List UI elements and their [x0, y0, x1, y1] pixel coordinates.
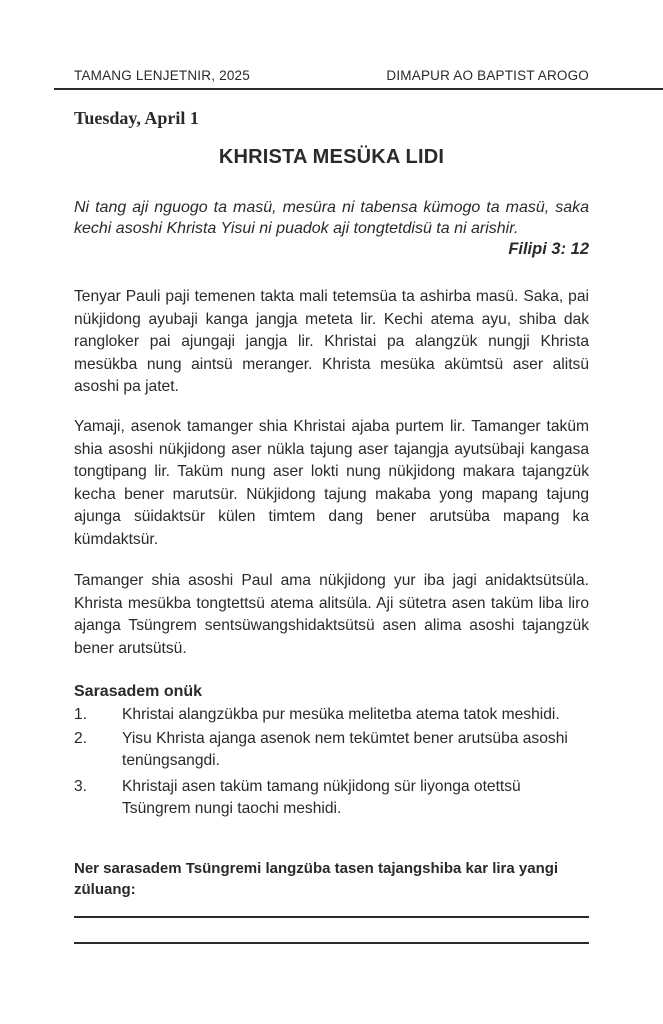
list-item-text: Yisu Khrista ajanga asenok nem tekümtet bener arutsüba asoshi tenüngsangdi. — [122, 730, 568, 769]
list-item-text: Khristai alangzükba pur mesüka melitetba atema tatok meshidi. — [122, 706, 560, 723]
list-item-number: 1. — [74, 706, 88, 723]
list-item-number: 2. — [74, 730, 88, 747]
list-item — [74, 704, 589, 726]
body-paragraph-1: Tenyar Pauli paji temenen takta mali tetemsüa ta ashirba masü. Saka, pai nükjidong ayubaji kanga jangja meteta lir. Kechi atema ayu, shiba dak rangloker pai ajungaji jangja lir. Khristai pa alangzük nungji Khrista mesükba nung aintsü meranger. Khrista mesüka akümtsü aser alitsü asoshi pa jatet. — [74, 288, 589, 395]
body-paragraph-3: Tamanger shia asoshi Paul ama nükjidong yur iba jagi anidaktsütsüla. Khrista mesükba tongtettsü atema alitsüla. Aji sütetra asen taküm liba liro ajanga Tsüngrem sentsüwangshidaktsütsü asen alima asoshi tajangzük bener arutsütsü. — [74, 572, 589, 657]
reflection-heading: Sarasadem onük — [74, 683, 203, 700]
running-header — [74, 68, 589, 83]
list-item — [74, 728, 589, 772]
list-item-number: 3. — [74, 778, 88, 795]
scripture-verse: Ni tang aji nguogo ta masü, mesüra ni tabensa kümogo ta masü, saka kechi asoshi Khrista Yisui ni puadok aji tongtetdisü ta ni arishir. — [74, 199, 589, 237]
devotion-title: KHRISTA MESÜKA LIDI — [218, 146, 445, 168]
body-paragraph-2: Yamaji, asenok tamanger shia Khristai ajaba purtem lir. Tamanger taküm shia asoshi nükjidong aser nükla tajung aser tajangja ayutsübaji kangasa tongtipang lir. Taküm nung aser lokti nung nükjidong makara tajangzük kecha bener marutsür. Nükjidong tajung makaba yong mapang tajung ajunga süidaktsür külen timtem dang bener arutsüba mapang ka kümdaktsür. — [74, 418, 589, 548]
header-left: TAMANG LENJETNIR, 2025 — [74, 68, 250, 83]
writing-line-1 — [74, 916, 589, 918]
header-right: DIMAPUR AO BAPTIST AROGO — [386, 68, 589, 83]
header-divider — [54, 88, 663, 90]
list-item-text: Khristaji asen taküm tamang nükjidong sür liyonga otettsü Tsüngrem nungi taochi meshidi. — [122, 778, 521, 817]
scripture-reference: Filipi 3: 12 — [508, 240, 589, 258]
prayer-prompt: Ner sarasadem Tsüngremi langzüba tasen tajangshiba kar lira yangi züluang: — [74, 860, 559, 898]
devotion-date: Tuesday, April 1 — [74, 108, 199, 128]
list-item — [74, 776, 589, 820]
writing-line-2 — [74, 942, 589, 944]
